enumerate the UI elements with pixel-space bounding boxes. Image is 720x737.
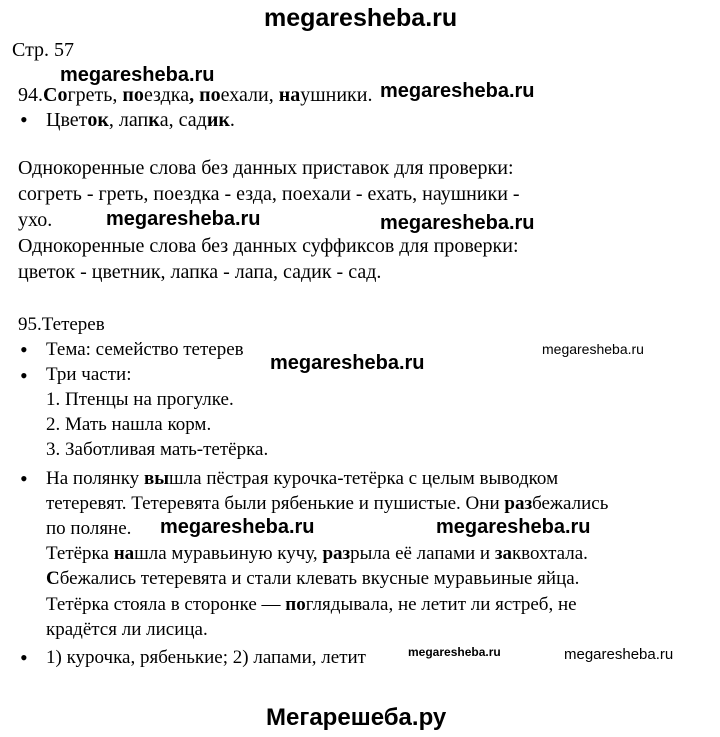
ex94-number: 94. — [18, 84, 43, 106]
bold-fragment: по — [285, 594, 306, 615]
text-fragment: . — [229, 109, 235, 131]
bold-fragment: , по — [189, 84, 221, 106]
text-fragment: бежались тетеревята и стали клевать вкусные муравьиные яйца. — [59, 568, 580, 589]
watermark-inline: megaresheba.ru — [408, 645, 501, 659]
text-line — [46, 541, 588, 566]
text-fragment: , лап — [108, 109, 149, 131]
ex95-part: 2. Мать нашла корм. — [46, 414, 212, 435]
bold-fragment: Со — [43, 84, 68, 106]
bold-fragment: С — [46, 568, 60, 589]
text-line: по поляне. — [46, 518, 132, 539]
text-fragment: Тетёрка — [46, 543, 114, 564]
watermark-inline: megaresheba.ru — [380, 80, 535, 102]
watermark-inline: megaresheba.ru — [270, 352, 425, 374]
text-line — [46, 592, 577, 617]
ex95-part: 1. Птенцы на прогулке. — [46, 389, 234, 410]
paragraph-line: Однокоренные слова без данных суффиксов для проверки: — [18, 235, 519, 257]
bold-fragment: ок — [87, 109, 109, 131]
watermark-bottom: Мегарешеба.ру — [266, 704, 447, 731]
text-line — [46, 566, 579, 591]
text-fragment: ездка — [143, 84, 190, 106]
paragraph-line: цветок - цветник, лапка - лапа, садик - сад. — [18, 261, 382, 283]
watermark-top: megaresheba.ru — [264, 4, 458, 32]
text-fragment: шла муравьиную кучу, — [134, 543, 323, 564]
bullet-icon: • — [20, 337, 28, 362]
text-line — [46, 466, 676, 491]
ex95-parts-label: Три части: — [46, 364, 132, 385]
bold-fragment: на — [278, 84, 301, 106]
bullet-icon: • — [20, 466, 28, 491]
text-fragment: тетеревят. Тетеревята были рябенькие и пушистые. Они — [46, 493, 505, 514]
text-fragment: рыла её лапами и — [350, 543, 495, 564]
bullet-icon: • — [20, 363, 28, 388]
text-fragment: шла пёстрая курочка-тетёрка с целым выводком — [169, 468, 559, 489]
watermark-inline: megaresheba.ru — [60, 64, 215, 86]
bold-fragment: по — [122, 84, 144, 106]
text-fragment: греть, — [67, 84, 123, 106]
watermark-inline: megaresheba.ru — [436, 516, 591, 538]
bullet-icon: • — [20, 645, 28, 670]
watermark-inline: megaresheba.ru — [380, 212, 535, 234]
ex95-part: 3. Заботливая мать-тетёрка. — [46, 439, 269, 460]
ex95-last-line: 1) курочка, рябенькие; 2) лапами, летит — [46, 647, 366, 668]
text-fragment: бежались — [532, 493, 609, 514]
text-line — [46, 491, 676, 516]
text-fragment: Цвет — [46, 109, 88, 131]
ex94-bullet-line — [46, 107, 235, 133]
ex95-title: 95.Тетерев — [18, 314, 105, 335]
bold-fragment: за — [494, 543, 512, 564]
text-line: крадётся ли лисица. — [46, 619, 208, 640]
watermark-inline: megaresheba.ru — [564, 646, 674, 663]
bold-fragment: ик — [206, 109, 230, 131]
watermark-inline: megaresheba.ru — [542, 341, 644, 357]
text-fragment: ушники. — [300, 84, 373, 106]
paragraph-line: Однокоренные слова без данных приставок для проверки: — [18, 157, 514, 179]
text-fragment: а, сад — [159, 109, 207, 131]
text-fragment: Тетёрка стояла в сторонке — — [46, 594, 286, 615]
text-fragment: глядывала, не летит ли ястреб, не — [305, 594, 577, 615]
bold-fragment: раз — [504, 493, 533, 514]
bold-fragment: вы — [143, 468, 170, 489]
ex94-line — [18, 82, 372, 108]
page-reference: Стр. 57 — [12, 39, 75, 61]
text-fragment: На полянку — [46, 468, 144, 489]
bold-fragment: на — [113, 543, 135, 564]
watermark-inline: megaresheba.ru — [160, 516, 315, 538]
ex95-theme: Тема: семейство тетерев — [46, 339, 244, 360]
bullet-icon: • — [20, 107, 28, 132]
bold-fragment: раз — [322, 543, 351, 564]
text-fragment: ехали, — [220, 84, 279, 106]
paragraph-line: согреть - греть, поездка - езда, поехали - ехать, наушники - — [18, 183, 520, 205]
watermark-inline: megaresheba.ru — [106, 208, 261, 230]
text-fragment: квохтала. — [511, 543, 588, 564]
bold-fragment: к — [148, 109, 160, 131]
paragraph-line: ухо. — [18, 209, 53, 231]
